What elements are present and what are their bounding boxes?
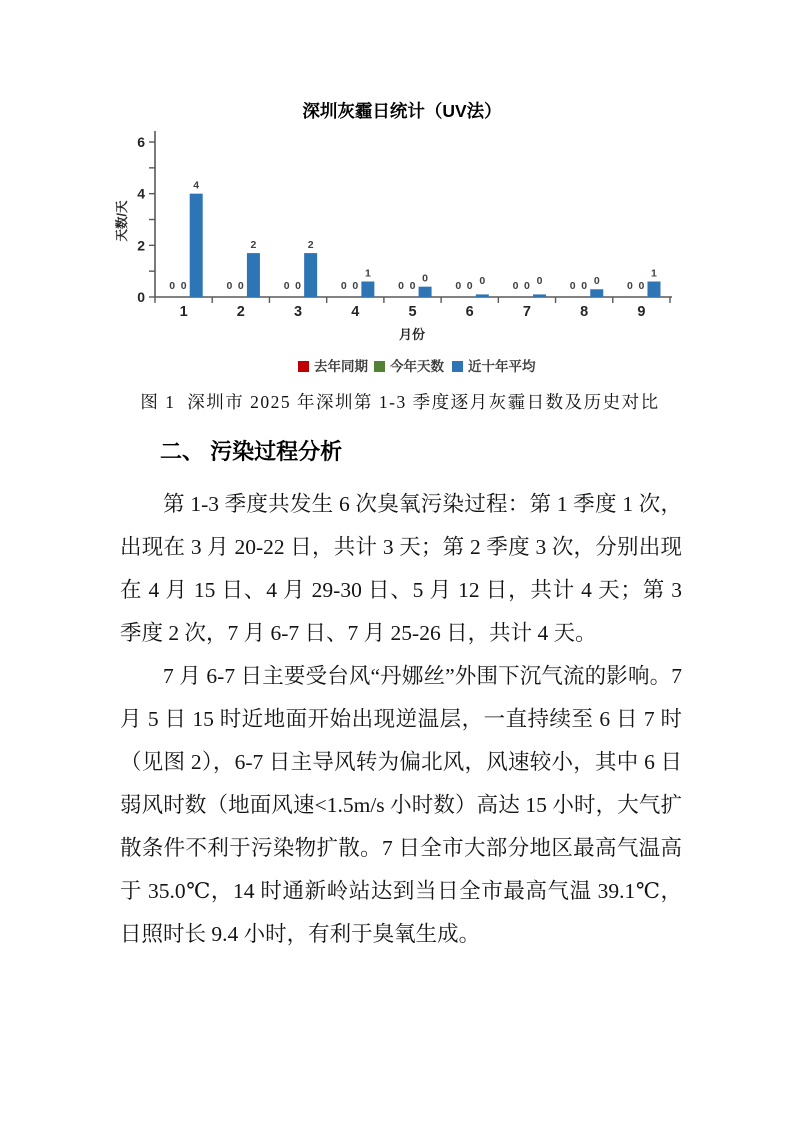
chart-title: 深圳灰霾日统计（UV法） (302, 101, 502, 121)
y-axis-tick-label: 2 (137, 237, 145, 254)
x-axis-tick-label: 2 (236, 304, 245, 320)
legend-label: 今年天数 (390, 359, 444, 374)
data-label: 2 (307, 239, 314, 252)
bar-近十年平均 (419, 287, 432, 297)
data-label: 2 (250, 239, 257, 252)
section-heading: 二、 污染过程分析 (160, 439, 343, 464)
x-axis-tick-label: 1 (179, 304, 188, 320)
data-label: 0 (593, 275, 600, 287)
data-label: 0 (340, 280, 347, 292)
data-label: 0 (283, 280, 290, 292)
legend-label: 去年同期 (314, 359, 368, 374)
data-label: 0 (581, 280, 588, 292)
figure-caption: 图 1 深圳市 2025 年深圳第 1-3 季度逐月灰霾日数及历史对比 (140, 392, 660, 412)
data-label: 0 (352, 280, 359, 292)
data-label: 0 (627, 280, 633, 292)
data-label: 0 (524, 280, 530, 292)
data-label: 0 (226, 280, 233, 292)
section-content (120, 437, 682, 956)
y-axis-title: 天数/天 (115, 200, 129, 242)
bar-近十年平均 (304, 253, 317, 297)
bar-近十年平均 (533, 294, 546, 297)
data-label: 0 (169, 280, 176, 292)
data-label: 1 (651, 267, 657, 280)
paragraph-july-episode: 7 月 6-7 日主要受台风“丹娜丝”外围下沉气流的影响。7 月 5 日 15 时近地面开始出现逆温层，一直持续至 6 日 7 时（见图 2），6-7 日主导风转为偏北风，风速较小，其中 6 日弱风时数（地面风速<1.5m/s 小时数）高达 15 小时，大气扩散条件不利于污染物扩散。7 日全市大部分地区最高气温高于 35.0℃，14 时通新岭站达到当日全市最高气温 39.1℃，日照时长 9.4 小时，有利于臭氧生成。 (120, 664, 682, 946)
x-axis-tick-label: 3 (294, 304, 303, 320)
bar-近十年平均 (590, 289, 603, 297)
bar-近十年平均 (361, 282, 374, 298)
bar-近十年平均 (247, 253, 260, 297)
data-label: 4 (193, 179, 200, 192)
x-axis-tick-label: 5 (408, 304, 417, 320)
data-label: 0 (479, 275, 486, 287)
x-axis-tick-label: 9 (637, 304, 646, 320)
legend-swatch-近十年平均 (452, 361, 463, 372)
bar-近十年平均 (647, 282, 660, 298)
x-axis-tick-label: 7 (522, 304, 531, 320)
data-label: 0 (512, 280, 519, 292)
haze-bar-chart (110, 95, 690, 385)
legend-swatch-今年天数 (374, 361, 385, 372)
data-label: 0 (536, 275, 543, 287)
bar-近十年平均 (190, 194, 203, 297)
data-label: 0 (398, 280, 404, 292)
data-label: 0 (180, 280, 187, 292)
data-label: 0 (466, 280, 473, 292)
data-label: 0 (455, 280, 462, 292)
x-axis-tick-label: 6 (465, 304, 474, 320)
y-axis-tick-label: 6 (137, 134, 145, 150)
legend-swatch-去年同期 (298, 361, 309, 372)
x-axis-title: 月份 (398, 327, 426, 342)
data-label: 0 (638, 280, 645, 292)
bar-近十年平均 (476, 294, 489, 297)
y-axis-tick-label: 4 (137, 185, 145, 202)
x-axis-tick-label: 8 (580, 304, 589, 320)
y-axis-tick-label: 0 (137, 289, 145, 305)
data-label: 0 (422, 272, 429, 285)
data-label: 0 (295, 280, 301, 292)
legend-label: 近十年平均 (468, 359, 536, 374)
data-label: 1 (364, 267, 371, 280)
haze-chart-svg (110, 95, 690, 385)
data-label: 0 (409, 280, 416, 292)
x-axis-tick-label: 4 (351, 304, 360, 320)
data-label: 0 (569, 280, 576, 292)
data-label: 0 (237, 280, 244, 292)
paragraph-pollution-summary: 第 1-3 季度共发生 6 次臭氧污染过程：第 1 季度 1 次，出现在 3 月 20-22 日，共计 3 天；第 2 季度 3 次，分别出现在 4 月 15 日、4 月 29-30 日、5 月 12 日，共计 4 天；第 3 季度 2 次，7 月 6-7 日、7 月 25-26 日，共计 4 天。 (120, 492, 682, 645)
